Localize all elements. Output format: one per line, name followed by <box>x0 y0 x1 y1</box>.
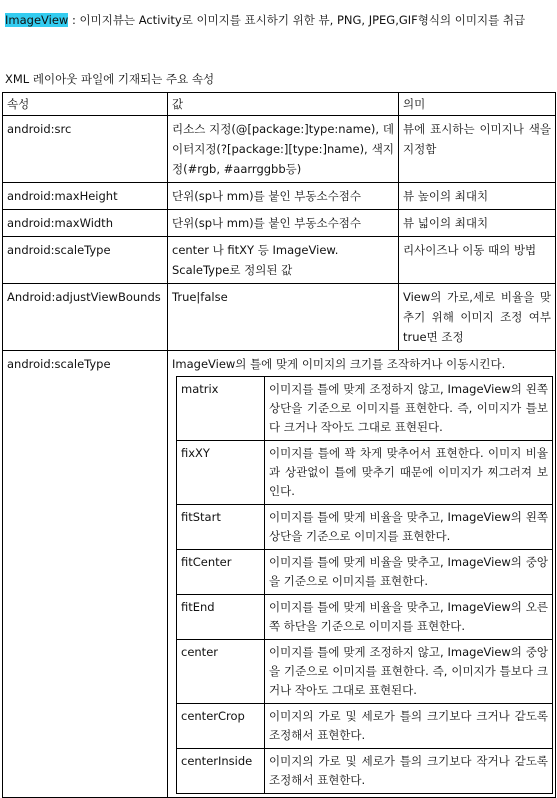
attribute-cell: android:maxWidth <box>3 210 168 237</box>
value-cell: 단위(sp나 mm)를 붙인 부동소수점수 <box>168 183 399 210</box>
scaletype-desc: 이미지를 틀에 맞게 비율을 맞추고, ImageView의 왼쪽 상단을 기준으로 이미지를 표현한다. <box>265 505 553 550</box>
scaletype-detail-cell <box>168 351 556 798</box>
scaletype-description: ImageView의 틀에 맞게 이미지의 크기를 조작하거나 이동시킨다. <box>172 357 506 371</box>
scaletype-row-item <box>177 704 553 749</box>
header-meaning: 의미 <box>399 93 556 116</box>
scaletype-row-item <box>177 550 553 595</box>
meaning-cell: 뷰 높이의 최대치 <box>399 183 556 210</box>
scaletype-row-item <box>177 377 553 441</box>
table-header-row <box>3 93 556 116</box>
value-cell: 단위(sp나 mm)를 붙인 부동소수점수 <box>168 210 399 237</box>
scaletype-row-item <box>177 595 553 640</box>
header-value: 값 <box>168 93 399 116</box>
attribute-cell: android:src <box>3 116 168 183</box>
value-cell: 리소스 지정(@[package:]type:name), 데이터지정(?[package:][type:]name), 색지정(#rgb, #aarrggbb등) <box>168 116 399 183</box>
scaletype-name: fitCenter <box>177 550 265 595</box>
scaletype-row-item <box>177 505 553 550</box>
scaletype-desc: 이미지를 틀에 맞게 비율을 맞추고, ImageView의 오른쪽 하단을 기준으로 이미지를 표현한다. <box>265 595 553 640</box>
scaletype-desc: 이미지를 틀에 맞게 조정하지 않고, ImageView의 왼쪽 상단을 기준으로 이미지를 표현한다. 즉, 이미지가 틀보다 크거나 작아도 그대로 표현된다. <box>265 377 553 441</box>
attribute-cell: Android:adjustViewBounds <box>3 284 168 351</box>
scaletype-desc: 이미지를 틀에 맞게 조정하지 않고, ImageView의 중앙을 기준으로 이미지를 표현한다. 즉, 이미지가 틀보다 크거나 작아도 그대로 표현된다. <box>265 640 553 704</box>
scaletype-row-item <box>177 749 553 794</box>
scaletype-row-item <box>177 640 553 704</box>
attribute-table <box>2 92 556 798</box>
header-attribute: 속성 <box>3 93 168 116</box>
attribute-cell: android:scaleType <box>3 351 168 798</box>
meaning-cell: 뷰 넓이의 최대치 <box>399 210 556 237</box>
value-cell: True|false <box>168 284 399 351</box>
scaletype-name: centerCrop <box>177 704 265 749</box>
scaletype-desc: 이미지를 틀에 맞게 비율을 맞추고, ImageView의 중앙을 기준으로 이미지를 표현한다. <box>265 550 553 595</box>
intro-paragraph <box>5 10 550 31</box>
section-subtitle: XML 레이아웃 파일에 기재되는 주요 속성 <box>5 72 215 86</box>
meaning-cell: 리사이즈나 이동 때의 방법 <box>399 237 556 284</box>
scaletype-name: fitStart <box>177 505 265 550</box>
scaletype-name: centerInside <box>177 749 265 794</box>
intro-text: : 이미지뷰는 Activity로 이미지를 표시하기 위한 뷰, PNG, JPEG,GIF형식의 이미지를 취급 <box>68 13 526 27</box>
attribute-cell: android:scaleType <box>3 237 168 284</box>
scaletype-desc: 이미지의 가로 및 세로가 틀의 크기보다 크거나 같도록 조정해서 표현한다. <box>265 704 553 749</box>
value-cell: center 나 fitXY 등 ImageView. ScaleType로 정의된 값 <box>168 237 399 284</box>
table-row <box>3 183 556 210</box>
scaletype-desc: 이미지를 틀에 꽉 차게 맞추어서 표현한다. 이미지 비율과 상관없이 틀에 맞추기 때문에 이미지가 찌그러져 보인다. <box>265 441 553 505</box>
meaning-cell: View의 가로,세로 비율을 맞추기 위해 이미지 조정 여부 true면 조정 <box>399 284 556 351</box>
table-row <box>3 284 556 351</box>
scaletype-name: fixXY <box>177 441 265 505</box>
scaletype-row-item <box>177 441 553 505</box>
scaletype-table <box>176 376 553 794</box>
scaletype-name: center <box>177 640 265 704</box>
table-row <box>3 210 556 237</box>
scaletype-row <box>3 351 556 798</box>
scaletype-desc: 이미지의 가로 및 세로가 틀의 크기보다 작거나 같도록 조정해서 표현한다. <box>265 749 553 794</box>
attribute-cell: android:maxHeight <box>3 183 168 210</box>
table-row <box>3 237 556 284</box>
scaletype-name: fitEnd <box>177 595 265 640</box>
meaning-cell: 뷰에 표시하는 이미지나 색을 지정함 <box>399 116 556 183</box>
scaletype-name: matrix <box>177 377 265 441</box>
table-row <box>3 116 556 183</box>
imageview-highlight: ImageView <box>5 13 69 27</box>
